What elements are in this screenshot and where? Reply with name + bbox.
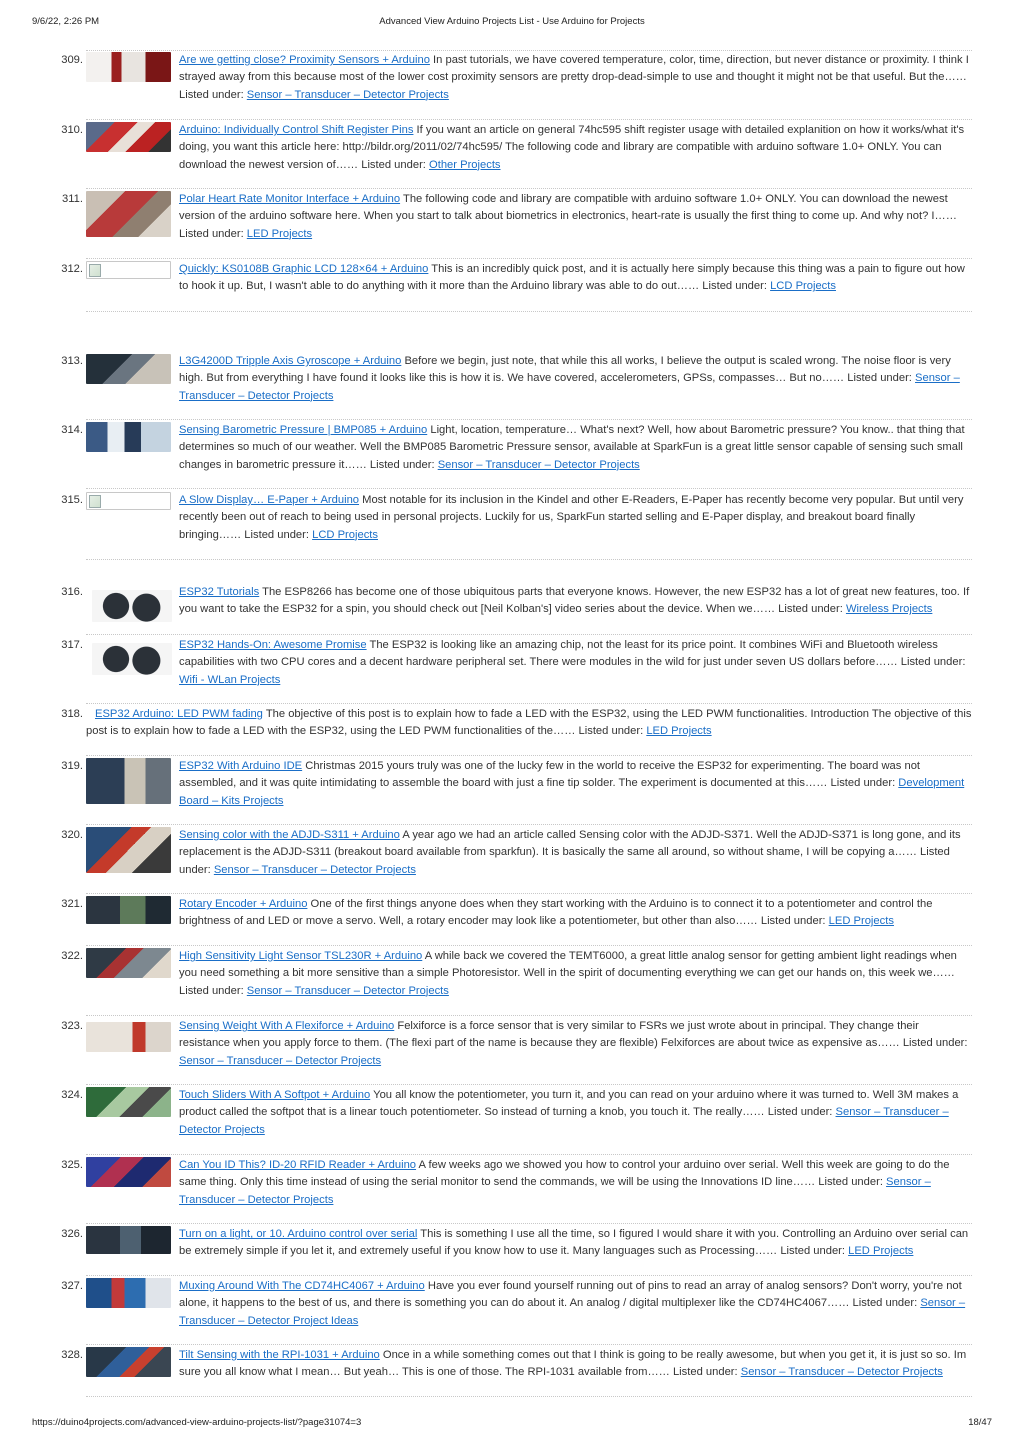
project-link[interactable]: Sensing Barometric Pressure | BMP085 + Arduino bbox=[179, 424, 428, 436]
print-footer bbox=[32, 1417, 992, 1428]
item-number: 324. bbox=[61, 1089, 83, 1101]
project-link[interactable]: ESP32 With Arduino IDE bbox=[179, 760, 303, 772]
project-description: Once in a while something comes out that I think is going to be really awesome, but when you get it, it is just so so. Im sure you all know what I mean… But yeah… This is one of those. The RPI-1031 available from…… bbox=[179, 1349, 967, 1379]
item-number: 325. bbox=[61, 1159, 83, 1171]
project-description: Felxiforce is a force sensor that is very similar to FSRs we just wrote about in principal. They change their resistance when you apply force to them. (The flexi part of the name is because they are flexible) Felxiforces are about twice as expensive as…… bbox=[179, 1020, 919, 1050]
project-description: One of the first things anyone does when they start working with the Arduino is to connect it to a potentiometer and control the brightness of and LED or move a servo. Well, a rotary encoder may look like a potentiometer, but other than also…… bbox=[179, 898, 933, 928]
project-link[interactable]: Rotary Encoder + Arduino bbox=[179, 898, 308, 910]
separator bbox=[86, 188, 972, 189]
project-description: You all know the potentiometer, you turn it, and you can read on your arduino where it was turned to. Well 3M makes a product called the softpot that is a linear touch potentiometer. So instead of turning a knob, you touch it. The really…… bbox=[179, 1089, 959, 1119]
listed-under-label: Listed under: bbox=[369, 458, 435, 471]
page-number: 18/47 bbox=[968, 1417, 992, 1428]
project-link[interactable]: Tilt Sensing with the RPI-1031 + Arduino bbox=[179, 1349, 380, 1361]
separator bbox=[86, 1223, 972, 1224]
item-number: 311. bbox=[62, 193, 83, 205]
project-link[interactable]: Sensing Weight With A Flexiforce + Arduino bbox=[179, 1020, 395, 1032]
separator bbox=[86, 1084, 972, 1085]
project-description: The ESP8266 has become one of those ubiquitous parts that everyone knows. However, the new ESP32 has a lot of great new features, too. If you want to take the ESP32 for a spin, you should check out [Neil Kolban's] video series about the device. When we…… bbox=[179, 586, 970, 616]
project-description: In past tutorials, we have covered temperature, color, time, direction, but never distance or proximity. I think I strayed away from this because most of the lower cost proximity sensors are pretty drop-dead-simple to use and thought it might not be that useful. But the…… bbox=[179, 54, 969, 84]
listed-under-label: Listed under: bbox=[672, 1366, 738, 1379]
project-description: Most notable for its inclusion in the Kindel and other E-Readers, E-Paper has recently become very popular. But until very recently been out of reach to being used in personal projects. Luckily for us, SparkFun started selling and E-Paper display, and breakout board finally bringing…… bbox=[179, 494, 964, 541]
separator bbox=[86, 419, 972, 420]
separator bbox=[86, 50, 972, 51]
thumbnail-image[interactable] bbox=[86, 758, 171, 804]
listed-under-label: Listed under: bbox=[702, 280, 767, 293]
thumbnail-image[interactable] bbox=[86, 1278, 171, 1308]
category-link[interactable]: Sensor – Transducer – Detector Projects bbox=[179, 1054, 382, 1067]
thumbnail-image[interactable] bbox=[86, 1022, 171, 1052]
item-number: 327. bbox=[61, 1280, 83, 1292]
item-number: 314. bbox=[61, 424, 83, 436]
print-title: Advanced View Arduino Projects List - Use Arduino for Projects bbox=[379, 16, 645, 27]
category-link[interactable]: Other Projects bbox=[429, 158, 501, 171]
separator bbox=[86, 893, 972, 894]
listed-under-label: Listed under: bbox=[852, 1297, 918, 1310]
project-link[interactable]: Quickly: KS0108B Graphic LCD 128×64 + Arduino bbox=[179, 263, 429, 275]
project-link[interactable]: Turn on a light, or 10. Arduino control over serial bbox=[179, 1228, 418, 1240]
project-link[interactable]: Polar Heart Rate Monitor Interface + Arduino bbox=[179, 193, 401, 205]
thumbnail-image[interactable] bbox=[92, 643, 172, 675]
separator bbox=[86, 311, 972, 312]
listed-under-label: Listed under: bbox=[179, 88, 244, 101]
item-number: 310. bbox=[61, 124, 83, 136]
page-url: https://duino4projects.com/advanced-view-arduino-projects-list/?page31074=3 bbox=[32, 1417, 362, 1428]
separator bbox=[86, 824, 972, 825]
category-link[interactable]: Sensor – Transducer – Detector Projects bbox=[179, 1176, 931, 1206]
category-link[interactable]: Sensor – Transducer – Detector Projects bbox=[179, 1106, 949, 1136]
listed-under-label: Listed under: bbox=[179, 984, 244, 997]
listed-under-label: Listed under: bbox=[830, 777, 896, 790]
thumbnail-image[interactable] bbox=[86, 354, 171, 384]
print-datetime: 9/6/22, 2:26 PM bbox=[32, 16, 100, 27]
project-link[interactable]: ESP32 Hands-On: Awesome Promise bbox=[179, 639, 367, 651]
project-description: Have you ever found yourself running out of pins to read an array of analog sensors? Don't worry, you're not alone, it happens to the best of us, and there is something you can do about it. An analog / digital multiplexer like the CD74HC4067…… bbox=[179, 1280, 962, 1310]
project-link[interactable]: Arduino: Individually Control Shift Register Pins bbox=[179, 124, 414, 136]
separator bbox=[86, 119, 972, 120]
listed-under-label: Listed under: bbox=[847, 372, 912, 385]
thumbnail-image[interactable] bbox=[92, 590, 172, 622]
category-link[interactable]: LED Projects bbox=[646, 725, 712, 738]
category-link[interactable]: Wireless Projects bbox=[845, 603, 933, 616]
item-number: 316. bbox=[61, 586, 83, 598]
print-header bbox=[32, 16, 992, 27]
listed-under-label: Listed under: bbox=[900, 656, 966, 669]
listed-under-label: Listed under: bbox=[244, 528, 309, 541]
item-number: 315. bbox=[61, 494, 83, 506]
project-description: If you want an article on general 74hc595 shift register usage with detailed explanition on how it works/what it's doing, you want this article here: http://bildr.org/2011/02/74hc595/ The following code and library are compatible with arduino software 1.0+ ONLY. You can download the newest version of…… bbox=[179, 124, 965, 171]
thumbnail-image[interactable] bbox=[86, 1347, 171, 1377]
listed-under-label: Listed under: bbox=[179, 227, 244, 240]
project-link[interactable]: Muxing Around With The CD74HC4067 + Arduino bbox=[179, 1280, 425, 1292]
listed-under-label: Listed under: bbox=[179, 846, 950, 876]
separator bbox=[86, 559, 972, 560]
category-link[interactable]: LCD Projects bbox=[770, 280, 836, 293]
project-link[interactable]: L3G4200D Tripple Axis Gyroscope + Arduino bbox=[179, 355, 402, 367]
item-number: 312. bbox=[61, 263, 83, 275]
thumbnail-image[interactable] bbox=[86, 422, 171, 452]
thumbnail-image[interactable] bbox=[86, 948, 171, 978]
thumbnail-image[interactable] bbox=[86, 896, 171, 924]
listed-under-label: Listed under: bbox=[361, 158, 426, 171]
separator bbox=[86, 755, 972, 756]
project-description: Christmas 2015 yours truly was one of the lucky few in the world to receive the ESP32 for experimenting. The board was not assembled, and it was quite intimidating to assemble the board with just a fine tip solder. The experiment is documented at this…… bbox=[179, 760, 921, 790]
category-link[interactable]: Sensor – Transducer – Detector Projects bbox=[213, 863, 416, 876]
project-link[interactable]: High Sensitivity Light Sensor TSL230R + Arduino bbox=[179, 950, 423, 962]
item-number: 326. bbox=[61, 1228, 83, 1240]
category-link[interactable]: Sensor – Transducer – Detector Projects bbox=[437, 458, 640, 471]
project-link[interactable]: ESP32 Arduino: LED PWM fading bbox=[95, 708, 263, 720]
separator bbox=[86, 1396, 972, 1397]
item-number: 319. bbox=[61, 760, 83, 772]
separator bbox=[86, 1275, 972, 1276]
category-link[interactable]: Sensor – Transducer – Detector Projects bbox=[246, 88, 449, 101]
project-description: Light, location, temperature… What's next? Well, how about Barometric pressure? You know.. that thing that determines so much of our weather. Well the BMP085 Barometric Pressure sensor, available at SparkFun is a great little sensor capable of sensing such small changes in barometric pressure it…… bbox=[179, 424, 965, 471]
project-description: Before we begin, just note, that while this all works, I believe the output is scaled wrong. The noise floor is very high. But from everything I have found it looks like this is how it is. We have covered, accelerometers, GPSs, compasses… But no…… bbox=[179, 355, 951, 385]
item-number: 317. bbox=[61, 639, 83, 651]
project-link[interactable]: Sensing color with the ADJD-S311 + Arduino bbox=[179, 829, 400, 841]
listed-under-label: Listed under: bbox=[780, 1245, 845, 1258]
item-number: 328. bbox=[61, 1349, 83, 1361]
broken-image-icon bbox=[86, 261, 171, 279]
category-link[interactable]: LED Projects bbox=[848, 1245, 914, 1258]
item-number: 318. bbox=[61, 708, 83, 720]
separator bbox=[86, 1154, 972, 1155]
thumbnail-image[interactable] bbox=[86, 191, 171, 237]
listed-under-label: Listed under: bbox=[818, 1176, 883, 1189]
thumbnail-image[interactable] bbox=[86, 52, 171, 82]
separator bbox=[86, 258, 972, 259]
item-number: 321. bbox=[61, 898, 83, 910]
category-link[interactable]: Wifi - WLan Projects bbox=[179, 673, 281, 686]
listed-under-label: Listed under: bbox=[902, 1037, 968, 1050]
project-description: This is an incredibly quick post, and it is actually here simply because this thing was a pain to figure out how to hook it up. But, I wasn't able to do anything with it more than the Arduino library was able to do out…… bbox=[179, 263, 965, 293]
category-link[interactable]: LED Projects bbox=[828, 915, 894, 928]
thumbnail-image[interactable] bbox=[86, 122, 171, 152]
category-link[interactable]: Sensor – Transducer – Detector Projects bbox=[179, 372, 960, 402]
listed-under-label: Listed under: bbox=[578, 725, 644, 738]
separator bbox=[86, 488, 972, 489]
category-link[interactable]: Development Board – Kits Projects bbox=[179, 777, 965, 807]
project-description: This is something I use all the time, so I figured I would share it with you. Controlling an Arduino over serial can be extremely simple if you let it, and extremely useful if you know how to use it. Many languages such as Processing…… bbox=[179, 1228, 969, 1258]
project-link[interactable]: Can You ID This? ID-20 RFID Reader + Arduino bbox=[179, 1159, 417, 1171]
thumbnail-image[interactable] bbox=[86, 1226, 171, 1254]
project-link[interactable]: A Slow Display… E-Paper + Arduino bbox=[179, 494, 360, 506]
thumbnail-image[interactable] bbox=[86, 827, 171, 873]
project-link[interactable]: Touch Sliders With A Softpot + Arduino bbox=[179, 1089, 371, 1101]
project-description: A few weeks ago we showed you how to control your arduino over serial. Well this week are going to do the same thing. Only this time instead of using the serial monitor to send the commands, we will be using the Innovations ID line…… bbox=[179, 1159, 950, 1189]
listed-under-label: Listed under: bbox=[767, 1106, 833, 1119]
listed-under-label: Listed under: bbox=[778, 603, 843, 616]
project-link[interactable]: Are we getting close? Proximity Sensors + Arduino bbox=[179, 54, 430, 66]
category-link[interactable]: Sensor – Transducer – Detector Project Ideas bbox=[179, 1297, 966, 1327]
item-number: 323. bbox=[61, 1020, 83, 1032]
separator bbox=[86, 945, 972, 946]
separator bbox=[86, 703, 972, 704]
project-description: The objective of this post is to explain how to fade a LED with the ESP32, using the LED PWM functionalities. Introduction The objective of this post is to explain how to fade a LED with the ESP32, using the LED PWM functionalities of the…… bbox=[86, 708, 972, 738]
broken-image-icon bbox=[86, 492, 171, 510]
category-link[interactable]: LED Projects bbox=[246, 227, 313, 240]
listed-under-label: Listed under: bbox=[760, 915, 826, 928]
category-link[interactable]: LCD Projects bbox=[312, 528, 378, 541]
separator bbox=[86, 1015, 972, 1016]
item-number: 320. bbox=[61, 829, 83, 841]
category-link[interactable]: Sensor – Transducer – Detector Projects bbox=[740, 1366, 943, 1379]
thumbnail-image[interactable] bbox=[86, 1087, 171, 1117]
project-description: The ESP32 is looking like an amazing chip, not the least for its price point. It combines WiFi and Bluetooth wireless capabilities with two CPU cores and a decent hardware peripheral set. There were modules in the wild for just under seven US dollars before…… bbox=[179, 639, 938, 669]
separator bbox=[86, 1344, 972, 1345]
project-description: A while back we covered the TEMT6000, a great little analog sensor for getting ambient light readings when you need something a bit more sensitive than a simple Photoresistor. Well in the spirit of documenting everything we can get our hands on, this week we…… bbox=[179, 950, 957, 980]
item-number: 322. bbox=[61, 950, 83, 962]
separator bbox=[86, 634, 972, 635]
project-description: The following code and library are compatible with arduino software 1.0+ ONLY. You can download the newest version of the arduino software here. When you start to talk about biometrics in electronics, heart-rate is usually the first thing to come up. And why not? I…… bbox=[179, 193, 957, 223]
category-link[interactable]: Sensor – Transducer – Detector Projects bbox=[246, 984, 449, 997]
project-description: A year ago we had an article called Sensing color with the ADJD-S371. Well the ADJD-S371 is long gone, and its replacement is the ADJD-S311 (breakout board available from sparkfun). It is basically the same all around, so without shame, I will be copying a…… bbox=[179, 829, 961, 859]
item-number: 309. bbox=[61, 54, 83, 66]
item-number: 313. bbox=[61, 355, 83, 367]
thumbnail-image[interactable] bbox=[86, 1157, 171, 1187]
project-link[interactable]: ESP32 Tutorials bbox=[179, 586, 260, 598]
